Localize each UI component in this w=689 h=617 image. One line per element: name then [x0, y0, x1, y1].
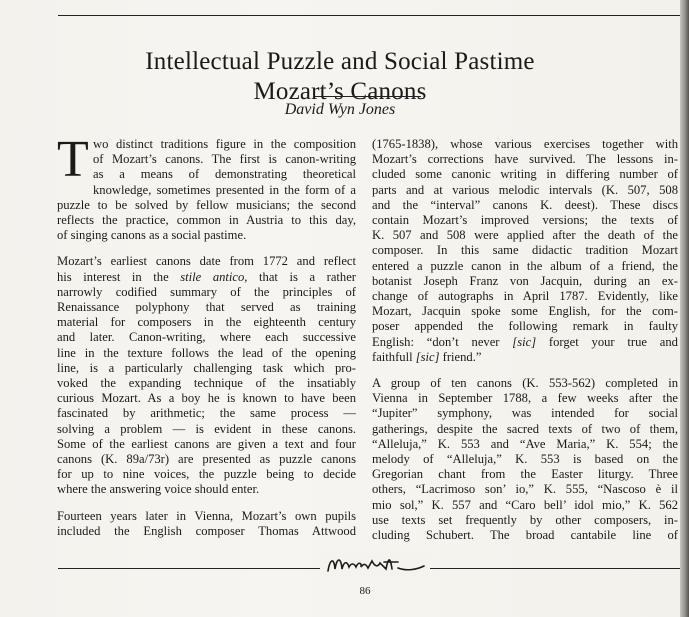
text-line: and the “interval” canons K. deest). These discs: [372, 197, 678, 212]
page-edge: [680, 0, 689, 617]
text-line: parts and at various melodic intervals (K. 507, 508: [372, 182, 678, 197]
text-line: included the English composer Thomas Attwood: [57, 523, 356, 538]
italic-sic: [sic]: [415, 349, 440, 364]
paragraph-intro: [57, 131, 356, 243]
text-line: Mozart’s corrections have survived. The lessons in-: [372, 152, 678, 167]
text-segment: his interest in the: [57, 269, 181, 284]
text-line: poser appended the following remark in faulty: [372, 319, 678, 334]
paragraph-ten-canons: [372, 376, 678, 543]
paragraph-earliest-canons: [57, 254, 356, 497]
text-line: Mozart’s earliest canons date from 1772 and reflect: [57, 254, 356, 269]
text-line: Mozart, Jacquin spoke some English, for the com-: [372, 304, 678, 319]
text-line: fascinated by arithmetic; the same process —: [57, 406, 356, 421]
text-line: Some of the earliest canons are given a text and four: [57, 436, 356, 451]
text-line: use texts set frequently by other composers, in-: [372, 512, 678, 527]
text-line: reflects the practice, common in Austria to this day,: [57, 213, 356, 228]
signature-icon: [320, 551, 430, 577]
text-segment: faithfull: [372, 349, 416, 364]
text-line: change of autographs in April 1787. Evidently, like: [372, 289, 678, 304]
text-line: “Jupiter” symphony, was intended for social: [372, 406, 678, 421]
title-underline: [313, 96, 421, 97]
text-line: mio sol,” K. 557 and “Caro bell’ idol mio,” K. 562: [372, 497, 678, 512]
text-line: gatherings, despite the sacred texts of two of them,: [372, 421, 678, 436]
text-line: entered a puzzle canon in the album of a friend, the: [372, 258, 678, 273]
text-line: for up to nine voices, the puzzle being to decide: [57, 467, 356, 482]
drop-cap: T: [57, 131, 89, 188]
text-line: knowledge, sometimes presented in the form of a: [93, 182, 356, 197]
paragraph-attwood: [372, 137, 678, 365]
right-column: [372, 137, 678, 554]
text-line: composer. In this same didactic tradition Mozart: [372, 243, 678, 258]
text-segment: friend.”: [439, 349, 482, 364]
mozart-signature: [320, 551, 430, 577]
page-number: 86: [359, 585, 371, 597]
text-line: (1765-1838), whose various exercises together with: [372, 137, 678, 151]
text-line: cluding Schubert. The broad cantabile line of: [372, 528, 678, 543]
italic-term: stile antico,: [180, 269, 248, 284]
text-line-mixed: [57, 270, 356, 285]
text-line: solving a problem — is evident in these canons.: [57, 421, 356, 436]
text-segment: that is a rather: [247, 269, 356, 284]
italic-sic: [sic]: [512, 334, 537, 349]
text-line: of singing canons as a social pastime.: [57, 228, 247, 243]
text-line: puzzle to be solved by fellow musicians; the second: [57, 197, 356, 212]
text-line: narrowly codified summary of the principles of: [57, 284, 356, 299]
text-line: where the answering voice should enter.: [57, 482, 260, 497]
text-line: others, “Lacrimoso son’ io,” K. 555, “Nascoso è il: [372, 482, 678, 497]
text-line: canons (K. 89a/73r) are presented as puzzle canons: [57, 452, 356, 467]
text-line: contain Mozart’s improved versions; the texts of: [372, 213, 678, 228]
title-line-2: Mozart’s Canons: [253, 77, 427, 105]
text-line: and later. Canon-writing, where each successive: [57, 330, 356, 345]
top-rule: [58, 15, 680, 16]
text-line: curious Mozart. As a boy he is known to have been: [57, 391, 356, 406]
article-title: [60, 47, 620, 107]
left-column: [57, 131, 356, 550]
text-line-mixed: [372, 335, 678, 350]
text-line: botanist Joseph Franz von Jacquin, during an ex-: [372, 273, 678, 288]
text-line: Gregorian chant from the Easter liturgy. Three: [372, 467, 678, 482]
author-byline: David Wyn Jones: [284, 101, 396, 118]
text-segment: forget your true and: [536, 334, 678, 349]
text-line: material for composers in the eighteenth century: [57, 315, 356, 330]
text-line: Fourteen years later in Vienna, Mozart’s own pupils: [57, 508, 356, 523]
text-line: Vienna in September 1788, a few weeks after the: [372, 391, 678, 406]
text-line: line, is a particularly challenging task which pro-: [57, 360, 356, 375]
text-line: of Mozart’s canons. The first is canon-writing: [93, 152, 356, 167]
text-line: wo distinct traditions figure in the composition: [93, 137, 356, 151]
text-line: voked the expanding technique of the insatiably: [57, 376, 356, 391]
text-line: cluded some canonic writing in differing number of: [372, 167, 678, 182]
text-segment: English: “don’t never: [372, 334, 513, 349]
text-line: melody of “Alleluja,” K. 553 is based on the: [372, 452, 678, 467]
paragraph-vienna-pupils: [57, 509, 356, 539]
text-line: “Alleluja,” K. 553 and “Ave Maria,” K. 554; the: [372, 436, 678, 451]
text-line: A group of ten canons (K. 553-562) completed in: [372, 376, 678, 391]
text-line: line in the texture follows the lead of the opening: [57, 345, 356, 360]
text-line-mixed: [372, 350, 678, 365]
text-line: K. 507 and 508 were applied after the death of the: [372, 228, 678, 243]
text-line: Renaissance polyphony that served as training: [57, 300, 356, 315]
title-line-1: Intellectual Puzzle and Social Pastime: [145, 47, 535, 75]
text-line: as a means of demonstrating theoretical: [93, 167, 356, 182]
